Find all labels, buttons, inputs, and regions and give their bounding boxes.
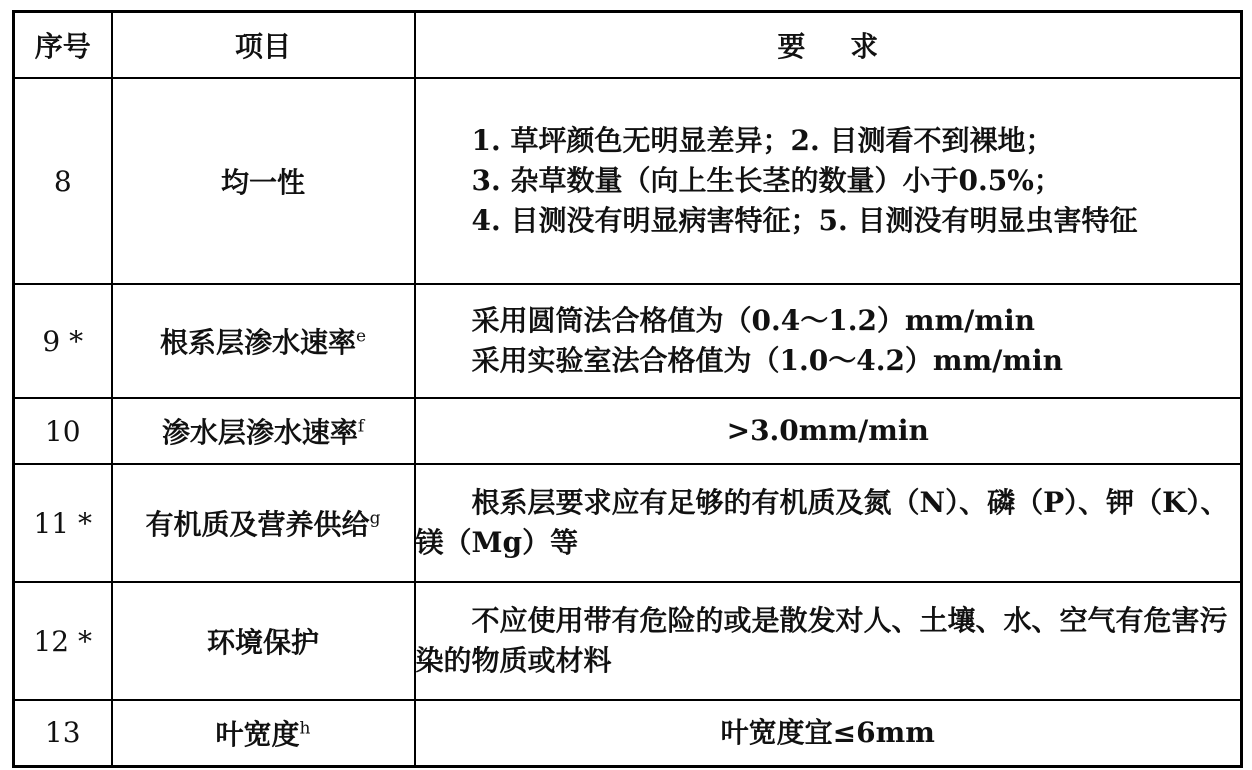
row-item-label: 叶宽度 (215, 717, 300, 751)
row-item (112, 700, 415, 766)
requirement-line: 3. 杂草数量（向上生长茎的数量）小于0.5%； (471, 164, 1062, 197)
row-num: 13 (14, 700, 112, 766)
requirements-table (12, 10, 1243, 768)
table-row (14, 582, 1242, 700)
row-item-footnote: h (299, 718, 311, 739)
row-requirement (415, 398, 1242, 464)
row-item (112, 398, 415, 464)
row-item-footnote: f (357, 416, 365, 437)
table-row (14, 78, 1242, 284)
row-item (112, 464, 415, 582)
row-num: 8 (14, 78, 112, 284)
requirement-line: 采用圆筒法合格值为（0.4～1.2）mm/min (471, 304, 1036, 337)
requirement-line: >3.0mm/min (726, 414, 929, 447)
row-item-footnote: e (355, 326, 367, 347)
row-requirement (415, 582, 1242, 700)
row-item-footnote: g (369, 508, 381, 529)
requirement-line: 1. 草坪颜色无明显差异；2. 目测看不到裸地； (471, 124, 1054, 157)
requirement-line: 不应使用带有危险的或是散发对人、土壤、水、空气有危害污染的物质或材料 (415, 604, 1228, 677)
row-num: 11 * (14, 464, 112, 582)
table-row (14, 284, 1242, 398)
row-item (112, 78, 415, 284)
row-item (112, 284, 415, 398)
row-num: 10 (14, 398, 112, 464)
row-item-label: 均一性 (220, 166, 305, 199)
table-header-row (14, 12, 1242, 79)
row-item-label: 根系层渗水速率 (159, 326, 356, 359)
header-num: 序号 (14, 12, 112, 79)
row-item-label: 环境保护 (206, 626, 319, 659)
table-row (14, 398, 1242, 464)
row-num: 12 * (14, 582, 112, 700)
row-requirement (415, 284, 1242, 398)
row-requirement (415, 78, 1242, 284)
requirement-line: 叶宽度宜≤6mm (720, 715, 935, 749)
header-requirement: 要求 (415, 12, 1242, 79)
header-item: 项目 (112, 12, 415, 79)
requirement-line: 根系层要求应有足够的有机质及氮（N）、磷（P）、钾（K）、镁（Mg）等 (415, 486, 1229, 559)
row-num: 9 * (14, 284, 112, 398)
row-item-label: 有机质及营养供给 (145, 508, 370, 541)
row-item-label: 渗水层渗水速率 (161, 416, 358, 449)
requirement-line: 4. 目测没有明显病害特征；5. 目测没有明显虫害特征 (471, 204, 1138, 237)
table-row (14, 464, 1242, 582)
row-requirement (415, 700, 1242, 766)
row-requirement (415, 464, 1242, 582)
row-item (112, 582, 415, 700)
table-row (14, 700, 1242, 766)
requirement-line: 采用实验室法合格值为（1.0～4.2）mm/min (471, 344, 1064, 377)
